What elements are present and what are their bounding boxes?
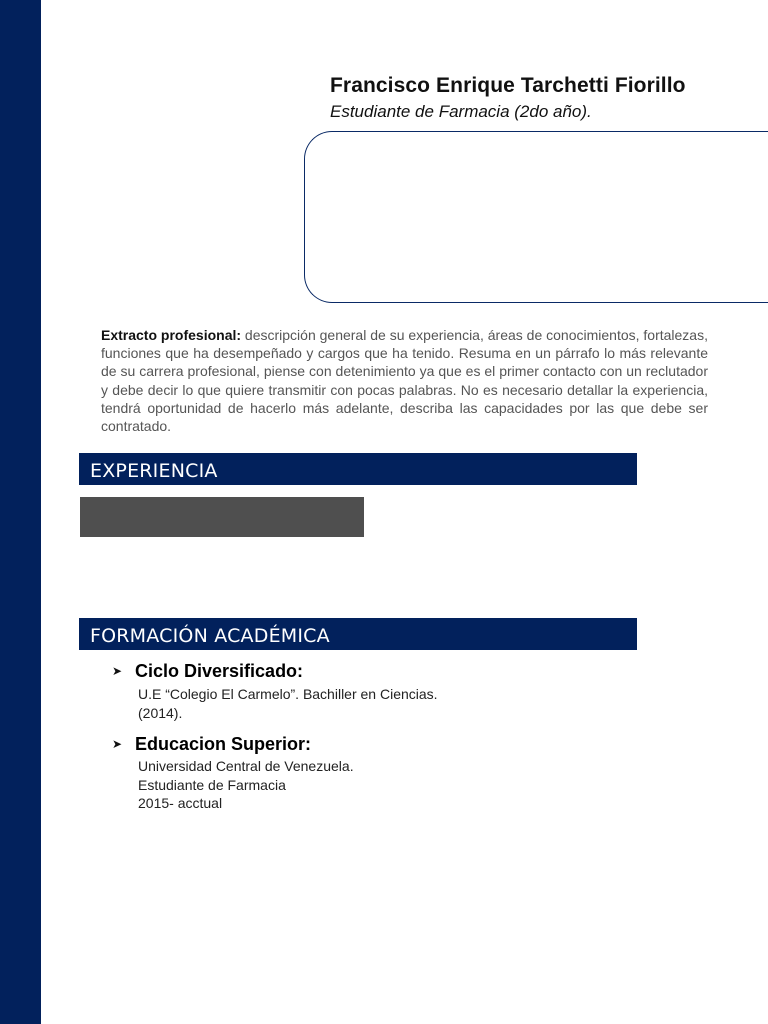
education-item bbox=[112, 733, 354, 813]
experience-section-header bbox=[79, 453, 637, 485]
left-sidebar-band bbox=[0, 0, 41, 1024]
education-item-title: Ciclo Diversificado: bbox=[135, 660, 304, 681]
professional-summary bbox=[101, 326, 708, 435]
education-item-line: Universidad Central de Venezuela. bbox=[138, 758, 354, 774]
candidate-subtitle: Estudiante de Farmacia (2do año). bbox=[330, 102, 592, 121]
experience-section-title: EXPERIENCIA bbox=[90, 460, 218, 482]
education-item-title: Educacion Superior: bbox=[135, 733, 312, 754]
education-section-title: FORMACIÓN ACADÉMICA bbox=[90, 625, 330, 647]
candidate-name: Francisco Enrique Tarchetti Fiorillo bbox=[330, 74, 686, 97]
education-item-line: (2014). bbox=[138, 704, 183, 721]
summary-text: descripción general de su experiencia, áreas de conocimientos, fortalezas, funciones que ha desempeñado y cargos que ha tenido. Resuma en un párrafo lo más relevante de su carrera profesional, piense con detenimiento ya que es el primer contacto con un reclutador y debe decir lo que quiere transmitir con pocas palabras. No es necesario detallar la experiencia, tendrá oportunidad de hacerlo más adelante, describa las capacidades por las que debe ser contratado. bbox=[101, 327, 708, 435]
education-section-header bbox=[79, 618, 637, 650]
education-item-line: U.E “Colegio El Carmelo”. Bachiller en Ciencias. bbox=[138, 686, 438, 702]
education-item-line: Estudiante de Farmacia bbox=[138, 776, 286, 793]
summary-label: Extracto profesional: bbox=[101, 327, 242, 343]
experience-placeholder-block bbox=[80, 497, 364, 537]
education-item bbox=[112, 660, 438, 722]
photo-frame bbox=[304, 131, 768, 303]
education-item-line: 2015- acctual bbox=[138, 795, 223, 811]
arrowhead-bullet-icon: ➤ bbox=[112, 664, 123, 678]
arrowhead-bullet-icon: ➤ bbox=[112, 737, 123, 751]
